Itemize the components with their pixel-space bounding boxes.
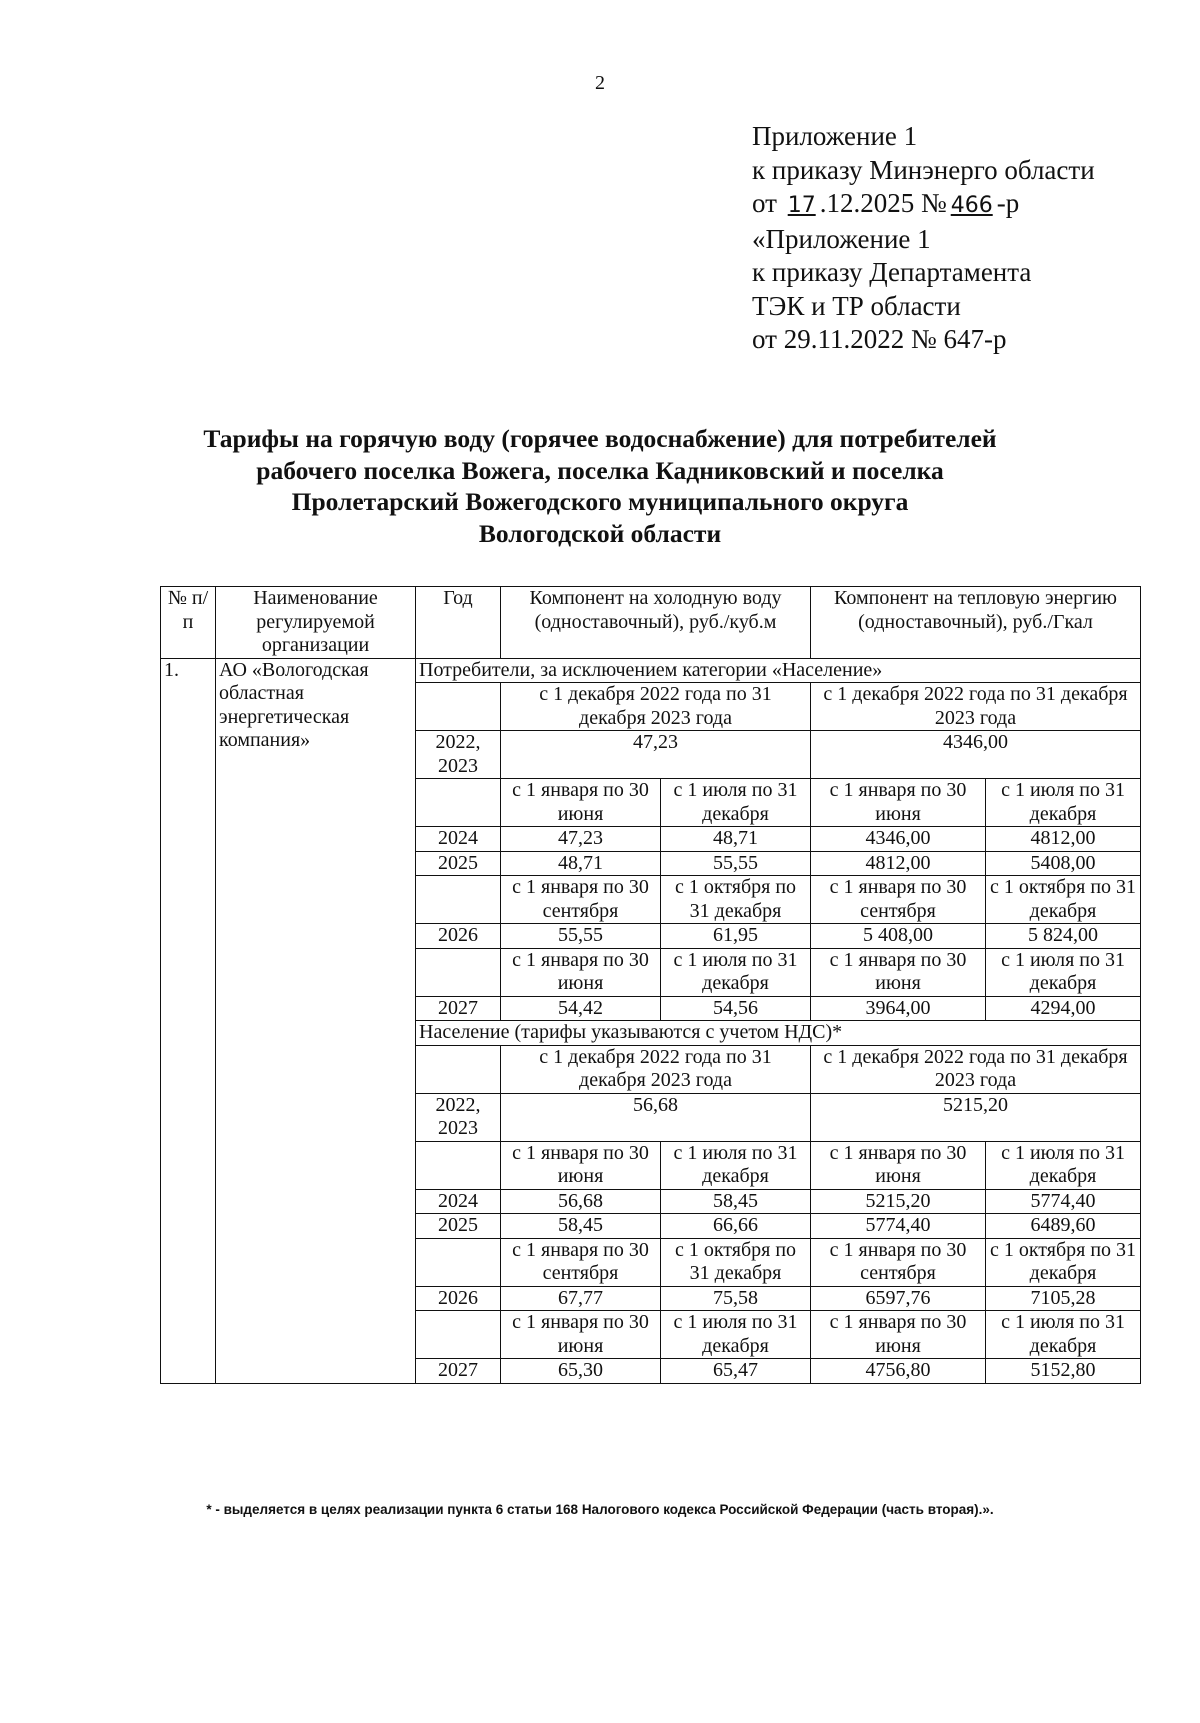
page-number: 2	[595, 72, 605, 94]
period-cell: с 1 июля по 31 декабря	[661, 948, 811, 996]
period-cell: с 1 октября по 31 декабря	[986, 876, 1141, 924]
year-cell	[416, 1238, 501, 1286]
heat-value: 3964,00	[811, 996, 986, 1021]
period-cell: с 1 октября по 31 декабря	[661, 876, 811, 924]
period-cell: с 1 октября по 31 декабря	[661, 1238, 811, 1286]
cold-value: 47,23	[501, 827, 661, 852]
year-cell	[416, 779, 501, 827]
heat-value: 4294,00	[986, 996, 1141, 1021]
header-num: № п/п	[161, 587, 216, 659]
period-cell: с 1 июля по 31 декабря	[986, 1141, 1141, 1189]
year-cell	[416, 1141, 501, 1189]
handwritten-number: 466	[950, 193, 993, 218]
cold-value: 66,66	[661, 1214, 811, 1239]
period-cell: с 1 января по 30 июня	[811, 1311, 986, 1359]
period-cell: с 1 июля по 31 декабря	[986, 779, 1141, 827]
cold-value: 56,68	[501, 1093, 811, 1141]
organization-name: АО «Вологодская областная энергетическая компания»	[216, 658, 416, 1383]
year-cell	[416, 948, 501, 996]
heat-value: 5215,20	[811, 1189, 986, 1214]
cold-value: 55,55	[661, 851, 811, 876]
cold-value: 56,68	[501, 1189, 661, 1214]
year-cell: 2025	[416, 1214, 501, 1239]
period-cell: с 1 января по 30 сентября	[501, 1238, 661, 1286]
period-cell: с 1 января по 30 сентября	[501, 876, 661, 924]
row-number: 1.	[161, 658, 216, 1383]
appendix-line: к приказу Департамента	[752, 257, 1032, 287]
section-label: Потребители, за исключением категории «Население»	[416, 658, 1141, 683]
cold-value: 67,77	[501, 1286, 661, 1311]
date-rest: .12.2025 №	[819, 188, 947, 218]
year-cell: 2027	[416, 1359, 501, 1384]
period-cell: с 1 января по 30 июня	[811, 1141, 986, 1189]
period-cell: с 1 июля по 31 декабря	[661, 779, 811, 827]
period-cell: с 1 июля по 31 декабря	[986, 948, 1141, 996]
heat-value: 4346,00	[811, 731, 1141, 779]
cold-value: 65,30	[501, 1359, 661, 1384]
cold-value: 61,95	[661, 924, 811, 949]
heat-value: 4346,00	[811, 827, 986, 852]
handwritten-day: 17	[787, 193, 816, 218]
period-cell: с 1 января по 30 июня	[811, 779, 986, 827]
period-cell: с 1 января по 30 сентября	[811, 1238, 986, 1286]
heat-value: 6597,76	[811, 1286, 986, 1311]
heat-value: 5152,80	[986, 1359, 1141, 1384]
section-label: Население (тарифы указываются с учетом НДС)*	[416, 1021, 1141, 1046]
year-cell	[416, 1045, 501, 1093]
cold-value: 48,71	[661, 827, 811, 852]
footnote: * - выделяется в целях реализации пункта 6 статьи 168 Налогового кодекса Российской Федерации (часть вторая).».	[206, 1502, 994, 1517]
heat-value: 5 408,00	[811, 924, 986, 949]
header-row	[161, 587, 1141, 659]
heat-value: 6489,60	[986, 1214, 1141, 1239]
period-cell: с 1 января по 30 сентября	[811, 876, 986, 924]
cold-value: 54,42	[501, 996, 661, 1021]
cold-value: 75,58	[661, 1286, 811, 1311]
appendix-line: Приложение 1	[752, 121, 918, 151]
appendix-line: к приказу Минэнерго области	[752, 154, 1095, 185]
title-line: Вологодской области	[478, 518, 722, 548]
document-title	[0, 423, 1200, 549]
heat-value: 5408,00	[986, 851, 1141, 876]
appendix-block	[752, 120, 1095, 357]
cold-value: 58,45	[661, 1189, 811, 1214]
period-cell: с 1 января по 30 июня	[811, 948, 986, 996]
tariff-table	[160, 586, 1141, 1384]
year-cell: 2024	[416, 1189, 501, 1214]
period-cell: с 1 января по 30 июня	[501, 779, 661, 827]
cold-value: 65,47	[661, 1359, 811, 1384]
header-heat-energy: Компонент на тепловую энергию (одноставочный), руб./Гкал	[811, 587, 1141, 659]
heat-value: 5215,20	[811, 1093, 1141, 1141]
cold-value: 47,23	[501, 731, 811, 779]
year-cell: 2022, 2023	[416, 1093, 501, 1141]
period-cell: с 1 июля по 31 декабря	[661, 1141, 811, 1189]
header-year: Год	[416, 587, 501, 659]
title-line: рабочего поселка Вожега, поселка Кадниковский и поселка	[256, 455, 944, 485]
period-cell: с 1 января по 30 июня	[501, 1311, 661, 1359]
cold-value: 54,56	[661, 996, 811, 1021]
year-cell: 2026	[416, 1286, 501, 1311]
period-cold: с 1 декабря 2022 года по 31 декабря 2023 года	[501, 683, 811, 731]
period-cell: с 1 января по 30 июня	[501, 948, 661, 996]
period-heat: с 1 декабря 2022 года по 31 декабря 2023 года	[811, 1045, 1141, 1093]
year-cell	[416, 683, 501, 731]
year-cell: 2026	[416, 924, 501, 949]
heat-value: 5774,40	[811, 1214, 986, 1239]
header-org: Наименование регулируемой организации	[216, 587, 416, 659]
heat-value: 4812,00	[986, 827, 1141, 852]
period-cell: с 1 января по 30 июня	[501, 1141, 661, 1189]
section-header-row	[161, 658, 1141, 683]
period-cold: с 1 декабря 2022 года по 31 декабря 2023 года	[501, 1045, 811, 1093]
year-cell: 2025	[416, 851, 501, 876]
cold-value: 55,55	[501, 924, 661, 949]
period-heat: с 1 декабря 2022 года по 31 декабря 2023 года	[811, 683, 1141, 731]
year-cell	[416, 876, 501, 924]
appendix-line: ТЭК и ТР области	[752, 290, 961, 321]
date-prefix: от	[752, 188, 777, 218]
heat-value: 4756,80	[811, 1359, 986, 1384]
year-cell: 2024	[416, 827, 501, 852]
header-cold-water: Компонент на холодную воду (одноставочный), руб./куб.м	[501, 587, 811, 659]
year-cell	[416, 1311, 501, 1359]
heat-value: 5 824,00	[986, 924, 1141, 949]
heat-value: 5774,40	[986, 1189, 1141, 1214]
title-line: Пролетарский Вожегодского муниципального округа	[291, 487, 909, 516]
heat-value: 4812,00	[811, 851, 986, 876]
cold-value: 48,71	[501, 851, 661, 876]
number-suffix: -р	[996, 188, 1020, 218]
cold-value: 58,45	[501, 1214, 661, 1239]
period-cell: с 1 июля по 31 декабря	[661, 1311, 811, 1359]
order-date-line	[752, 187, 1095, 223]
heat-value: 7105,28	[986, 1286, 1141, 1311]
period-cell: с 1 октября по 31 декабря	[986, 1238, 1141, 1286]
year-cell: 2022, 2023	[416, 731, 501, 779]
appendix-line: от 29.11.2022 № 647-р	[752, 324, 1007, 354]
appendix-line: «Приложение 1	[752, 223, 931, 254]
period-cell: с 1 июля по 31 декабря	[986, 1311, 1141, 1359]
title-line: Тарифы на горячую воду (горячее водоснабжение) для потребителей	[203, 424, 997, 453]
year-cell: 2027	[416, 996, 501, 1021]
